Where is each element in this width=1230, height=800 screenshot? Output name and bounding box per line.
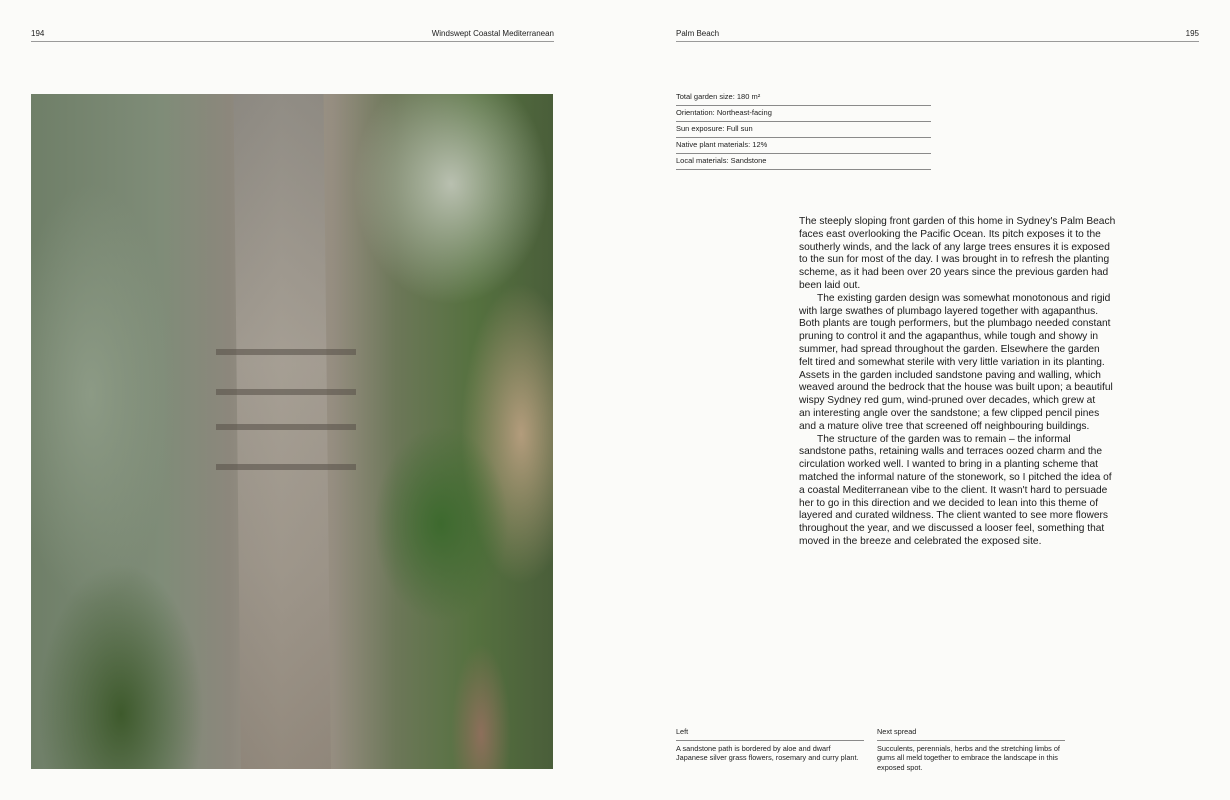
right-header-rule bbox=[676, 41, 1199, 42]
right-page-number: 195 bbox=[1185, 29, 1199, 38]
body-line: pruning to control it and the agapanthus, while tough and showy in bbox=[799, 331, 1099, 343]
body-line: Assets in the garden included sandstone paving and walling, which bbox=[799, 369, 1101, 381]
body-line: circulation worked well. I wanted to bring in a planting scheme that bbox=[799, 459, 1098, 471]
garden-facts bbox=[676, 90, 931, 170]
step bbox=[216, 349, 356, 355]
body-line: felt tired and somewhat sterile with very little variation in its planting. bbox=[799, 356, 1105, 368]
body-line: wispy Sydney red gum, wind-pruned over decades, which grew at bbox=[799, 395, 1096, 407]
body-line: with large swathes of plumbago layered together with agapanthus. bbox=[799, 305, 1099, 317]
caption-text: Succulents, perennials, herbs and the stretching limbs of gums all meld together to embrace the landscape in this exposed spot. bbox=[877, 743, 1060, 772]
caption-left bbox=[676, 727, 864, 763]
body-line: moved in the breeze and celebrated the exposed site. bbox=[799, 535, 1042, 547]
body-line: a coastal Mediterranean vibe to the client. It wasn't hard to persuade bbox=[799, 484, 1108, 496]
body-line: scheme, as it had been over 20 years since the previous garden had bbox=[799, 267, 1109, 279]
body-line: layered and curated wildness. The client wanted to see more flowers bbox=[799, 510, 1108, 522]
left-header-rule bbox=[31, 41, 554, 42]
step bbox=[216, 464, 356, 470]
body-line: and a mature olive tree that screened off neighbouring buildings. bbox=[799, 420, 1090, 432]
step bbox=[216, 424, 356, 430]
left-running-head: Windswept Coastal Mediterranean bbox=[431, 29, 554, 38]
step bbox=[216, 389, 356, 395]
body-line: sandstone paths, retaining walls and terraces oozed charm and the bbox=[799, 446, 1102, 458]
body-line: matched the informal nature of the stonework, so I pitched the idea of bbox=[799, 471, 1112, 483]
body-line: been laid out. bbox=[799, 279, 861, 291]
fact-local-materials: Local materials: Sandstone bbox=[676, 153, 931, 169]
body-line: throughout the year, and we discussed a looser feel, something that bbox=[799, 523, 1105, 535]
body-line: southerly winds, and the lack of any large trees ensures it is exposed bbox=[799, 241, 1110, 253]
fact-orientation: Orientation: Northeast-facing bbox=[676, 105, 931, 121]
caption-title: Left bbox=[676, 727, 864, 741]
body-line: Both plants are tough performers, but the plumbago needed constant bbox=[799, 318, 1111, 330]
body-line: faces east overlooking the Pacific Ocean. Its pitch exposes it to the bbox=[799, 228, 1101, 240]
body-line: her to go in this direction and we decided to lean into this theme of bbox=[799, 497, 1099, 509]
body-line: The steeply sloping front garden of this home in Sydney's Palm Beach bbox=[799, 216, 1116, 227]
fact-sun-exposure: Sun exposure: Full sun bbox=[676, 121, 931, 137]
caption-title: Next spread bbox=[877, 727, 1065, 741]
body-text bbox=[799, 216, 1144, 549]
body-line: summer, had spread throughout the garden. Elsewhere the garden bbox=[799, 343, 1100, 355]
caption-next-spread bbox=[877, 727, 1065, 772]
body-line: The existing garden design was somewhat monotonous and rigid bbox=[817, 292, 1111, 304]
body-line: The structure of the garden was to remain – the informal bbox=[817, 433, 1071, 445]
right-running-head: Palm Beach bbox=[676, 29, 720, 38]
body-line: weaved around the bedrock that the house was built upon; a beautiful bbox=[799, 382, 1113, 394]
caption-text: A sandstone path is bordered by aloe and dwarf Japanese silver grass flowers, rosemary and curry plant. bbox=[676, 743, 859, 762]
fact-garden-size: Total garden size: 180 m² bbox=[676, 92, 761, 101]
left-page-number: 194 bbox=[31, 29, 45, 38]
sandstone-path bbox=[211, 94, 361, 769]
garden-path-photo bbox=[31, 94, 553, 769]
fact-native-plants: Native plant materials: 12% bbox=[676, 137, 931, 153]
body-line: to the sun for most of the day. I was brought in to refresh the planting bbox=[799, 254, 1110, 266]
body-line: an interesting angle over the sandstone; a few clipped pencil pines bbox=[799, 407, 1100, 419]
